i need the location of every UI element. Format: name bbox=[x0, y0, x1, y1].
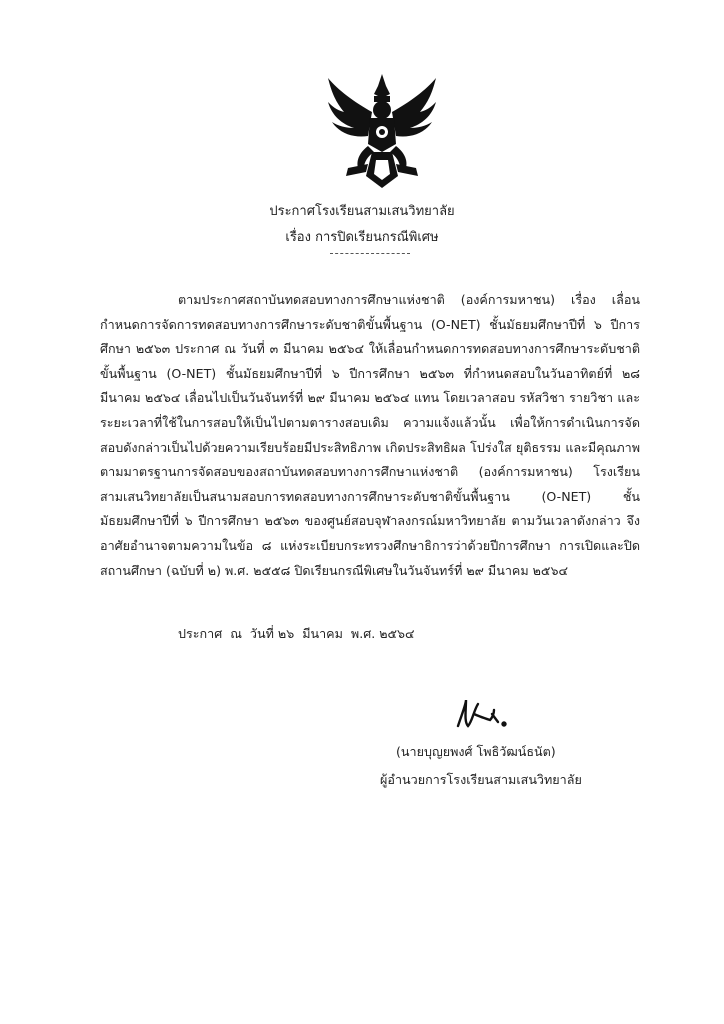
signer-name: (นายบุญยพงศ์ โพธิวัฒน์ธนัต) bbox=[396, 744, 556, 759]
title-divider bbox=[330, 253, 410, 254]
signer-title: ผู้อำนวยการโรงเรียนสามเสนวิทยาลัย bbox=[380, 772, 582, 787]
announcement-title: ประกาศโรงเรียนสามเสนวิทยาลัย bbox=[269, 204, 455, 219]
announcement-subject: เรื่อง การปิดเรียนกรณีพิเศษ bbox=[285, 230, 439, 245]
announcement-body bbox=[100, 288, 640, 583]
signature-icon bbox=[452, 696, 512, 732]
body-paragraph: ตามประกาศสถาบันทดสอบทางการศึกษาแห่งชาติ (องค์การมหาชน) เรื่อง เลื่อนกำหนดการจัดการทดสอบทางการศึกษาระดับชาติขั้นพื้นฐาน (O-NET) ชั้นมัธยมศึกษาปีที่ ๖ ปีการศึกษา ๒๕๖๓ ประกาศ ณ วันที่ ๓ มีนาคม ๒๕๖๔ ให้เลื่อนกำหนดการทดสอบทางการศึกษาระดับชาติขั้นพื้นฐาน (O-NET) ชั้นมัธยมศึกษาปีที่ ๖ ปีการศึกษา ๒๕๖๓ ที่กำหนดสอบในวันอาทิตย์ที่ ๒๘ มีนาคม ๒๕๖๔ เลื่อนไปเป็นวันจันทร์ที่ ๒๙ มีนาคม ๒๕๖๔ แทน โดยเวลาสอบ รหัสวิชา รายวิชา และระยะเวลาที่ใช้ในการสอบให้เป็นไปตามตารางสอบเดิม ความแจ้งแล้วนั้น เพื่อให้การดำเนินการจัดสอบดังกล่าวเป็นไปด้วยความเรียบร้อยมีประสิทธิภาพ เกิดประสิทธิผล โปร่งใส ยุติธรรม และมีคุณภาพตามมาตรฐานการจัดสอบของสถาบันทดสอบทางการศึกษาแห่งชาติ (องค์การมหาชน) โรงเรียนสามเสนวิทยาลัยเป็นสนามสอบการทดสอบทางการศึกษาระดับชาติขั้นพื้นฐาน (O-NET) ชั้นมัธยมศึกษาปีที่ ๖ ปีการศึกษา ๒๕๖๓ ของศูนย์สอบจุฬาลงกรณ์มหาวิทยาลัย ตามวันเวลาดังกล่าว จึงอาศัยอำนาจตามความในข้อ ๘ แห่งระเบียบกระทรวงศึกษาธิการว่าด้วยปีการศึกษา การเปิดและปิดสถานศึกษา (ฉบับที่ ๒) พ.ศ. ๒๕๕๘ ปิดเรียนกรณีพิเศษในวันจันทร์ที่ ๒๙ มีนาคม ๒๕๖๔ bbox=[100, 292, 640, 578]
announcement-date: ประกาศ ณ วันที่ ๒๖ มีนาคม พ.ศ. ๒๕๖๔ bbox=[178, 626, 415, 641]
garuda-emblem-icon bbox=[324, 72, 440, 190]
